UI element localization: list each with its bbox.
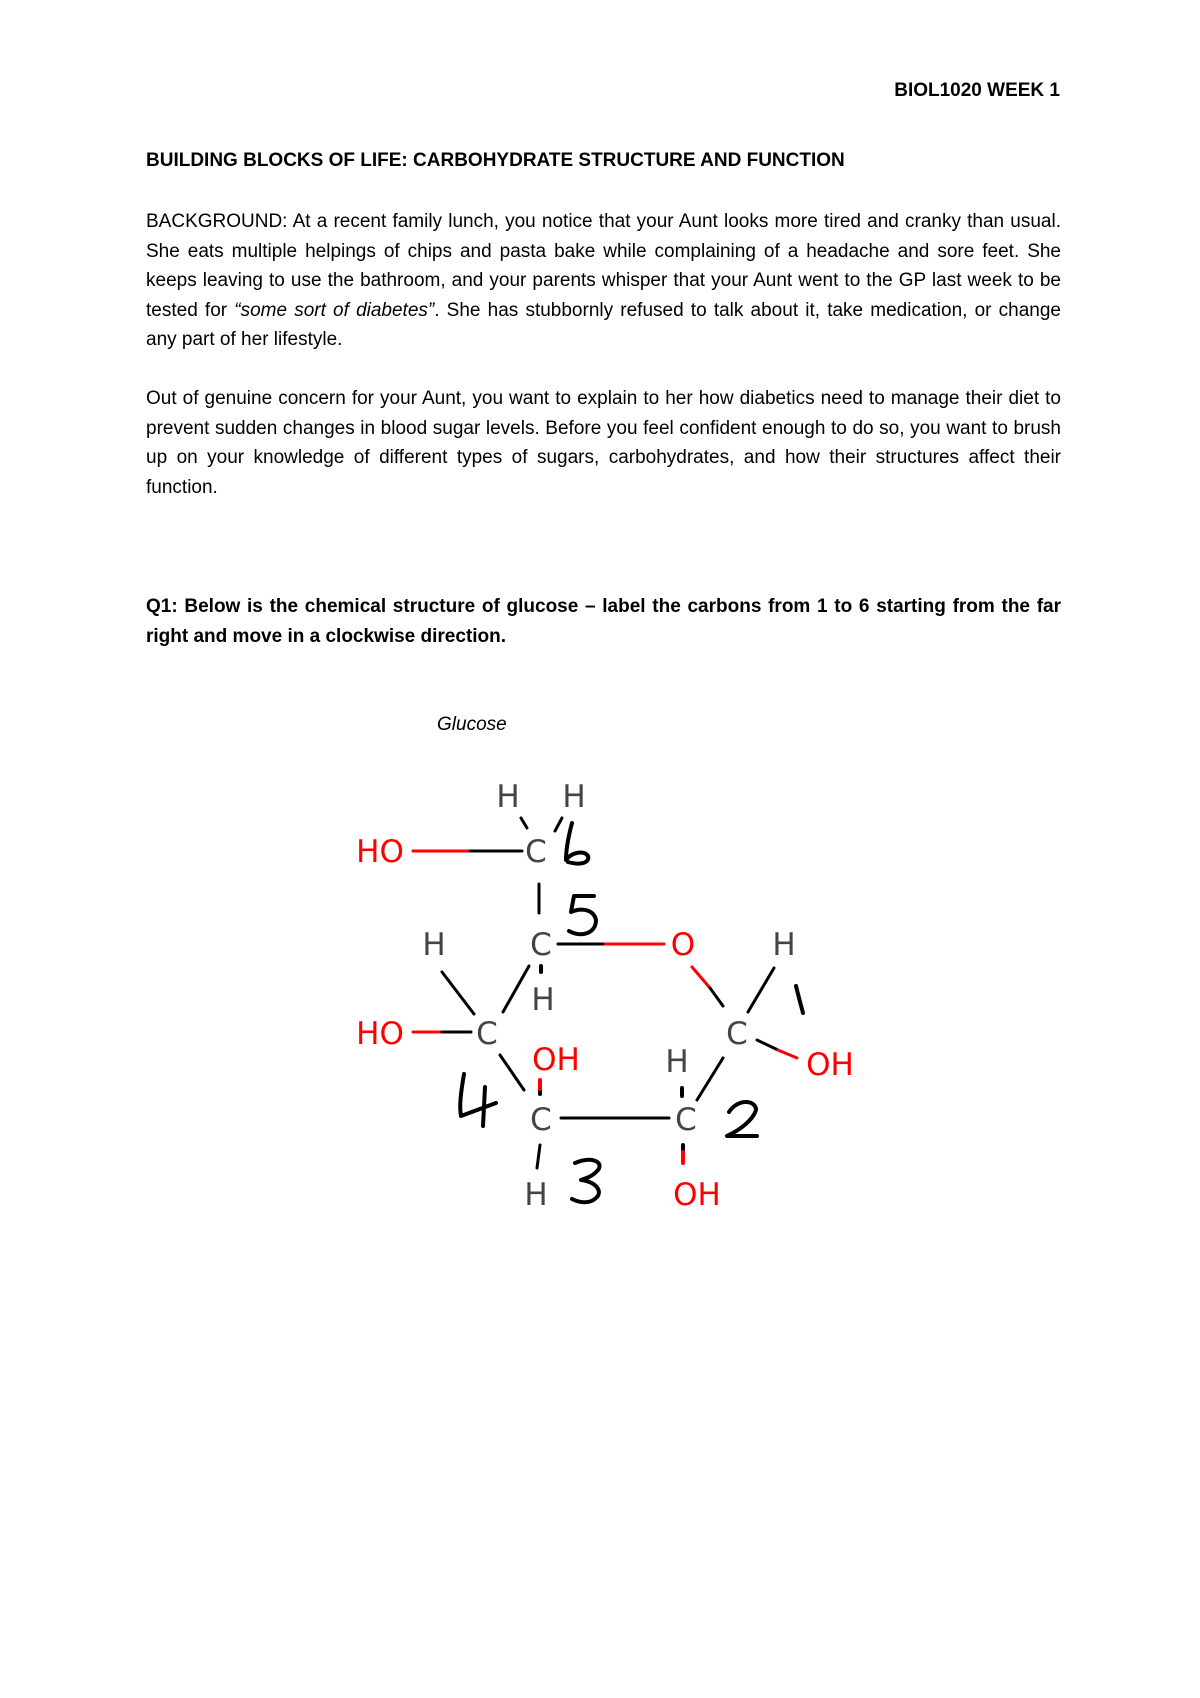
concern-paragraph: Out of genuine concern for your Aunt, you want to explain to her how diabetics need to manage their diet to prevent sudden changes in blood sugar levels. Before you feel confident enough to do so, you want to brush up on your knowledge of different types of sugars, carbohydrates, and how their structures affect their function.	[146, 388, 1061, 498]
atom-h-c3: H	[524, 1177, 548, 1213]
handwritten-label-3	[572, 1160, 600, 1202]
atom-c5: C	[530, 927, 552, 963]
atom-c6: C	[525, 834, 547, 870]
bond-c4-c3	[500, 1055, 524, 1090]
handwritten-label-1	[796, 986, 803, 1013]
atom-h-c1-top: H	[772, 927, 796, 963]
atom-h-c5: H	[531, 982, 555, 1018]
background-quote: “some sort of diabetes”	[234, 299, 435, 321]
handwritten-label-4	[460, 1074, 496, 1126]
bond-c1-oh	[757, 1040, 778, 1050]
bond-h-c1	[748, 968, 774, 1012]
atom-c2: C	[675, 1102, 697, 1138]
atom-c1: C	[726, 1016, 748, 1052]
document-title: BUILDING BLOCKS OF LIFE: CARBOHYDRATE STRUCTURE AND FUNCTION	[146, 150, 845, 171]
bond-c5-c4	[503, 966, 529, 1012]
atom-h-c4-top: H	[422, 927, 446, 963]
atom-ho-c6: HO	[356, 834, 404, 870]
handwritten-label-6	[566, 823, 588, 864]
atom-c4: C	[476, 1016, 498, 1052]
atom-h-c6-right: H	[562, 779, 586, 815]
bond-h-c6-left	[521, 818, 527, 828]
bond-o-c1	[710, 988, 723, 1006]
bond-c3-h	[537, 1145, 540, 1168]
bond-c1-c2	[697, 1058, 723, 1100]
atom-oh-c2: OH	[673, 1177, 721, 1213]
bond-h-c4	[442, 972, 474, 1014]
atom-oh-c1: OH	[806, 1047, 854, 1083]
background-text-part1: At a recent family lunch, you notice that your Aunt looks more tired and cranky than usual. She eats multiple helpings of chips and pasta bake while complaining of a headache and sore feet. She keeps leaving to use the bathroom, and your parents whisper that your Aunt went to the GP last week to be tested for	[146, 211, 1061, 321]
question-1: Q1: Below is the chemical structure of glucose – label the carbons from 1 to 6 starting from the far right and move in a clockwise direction.	[146, 596, 1061, 647]
course-week-header: BIOL1020 WEEK 1	[894, 80, 1060, 101]
bond-o-c1-red	[692, 967, 710, 988]
atom-oh-c3: OH	[532, 1042, 580, 1078]
atom-ho-c4: HO	[356, 1016, 404, 1052]
figure-caption: Glucose	[437, 714, 507, 735]
bond-c1-oh-red	[778, 1050, 797, 1058]
atom-c3: C	[530, 1102, 552, 1138]
handwritten-label-5	[569, 896, 596, 934]
atom-h-c6-left: H	[496, 779, 520, 815]
background-paragraph	[146, 207, 1061, 355]
atom-ring-o: O	[670, 927, 696, 963]
background-label: BACKGROUND:	[146, 211, 288, 232]
handwritten-label-2	[727, 1102, 757, 1136]
atom-h-c2: H	[665, 1044, 689, 1080]
bond-h-c6-right	[555, 818, 562, 831]
background-text-part2: . She has stubbornly refused to talk about it, take medication, or change any part of her lifestyle.	[146, 299, 1061, 350]
